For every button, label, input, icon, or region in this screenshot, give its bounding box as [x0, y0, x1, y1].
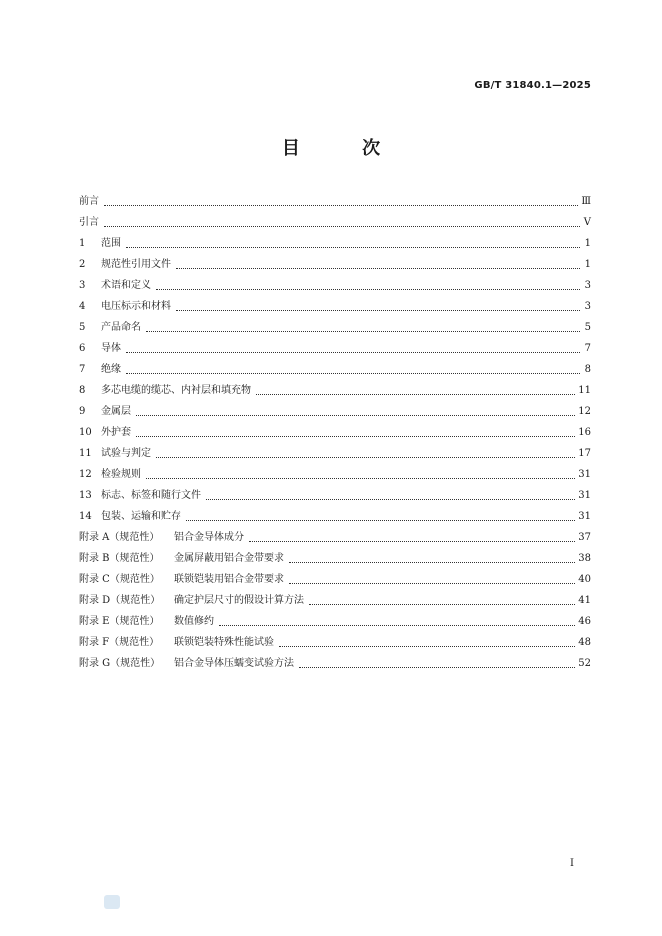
toc-entry-number: 7: [79, 364, 86, 375]
toc-entry-number: 12: [79, 469, 92, 480]
toc-entry-page: 1: [584, 259, 591, 270]
toc-entry-page: 8: [584, 364, 591, 375]
dot-leader: [104, 226, 580, 227]
toc-entry[interactable]: [79, 608, 591, 629]
dot-leader: [126, 373, 580, 374]
toc-entry[interactable]: [79, 629, 591, 650]
toc-entry-title: 术语和定义: [101, 280, 151, 291]
toc-entry-number: 附录 B（规范性）: [79, 553, 160, 564]
toc-entry-page: 31: [578, 469, 591, 480]
toc-entry-title: 范围: [101, 238, 121, 249]
toc-entry[interactable]: [79, 272, 591, 293]
toc-entry-title: 前言: [79, 196, 99, 207]
toc-entry-number: 11: [79, 448, 92, 459]
dot-leader: [136, 436, 575, 437]
toc-entry-page: 16: [578, 427, 591, 438]
toc-entry[interactable]: [79, 482, 591, 503]
toc-entry[interactable]: [79, 461, 591, 482]
dot-leader: [156, 289, 580, 290]
toc-entry-title: 金属屏蔽用铝合金带要求: [174, 553, 284, 564]
dot-leader: [126, 247, 580, 248]
toc-entry-page: 12: [578, 406, 591, 417]
dot-leader: [156, 457, 575, 458]
toc-entry-title: 检验规则: [101, 469, 141, 480]
toc-entry-title: 规范性引用文件: [101, 259, 171, 270]
toc-entry-page: 11: [578, 385, 591, 396]
toc-entry[interactable]: [79, 650, 591, 671]
toc-entry-page: Ⅲ: [581, 196, 591, 207]
toc-entry-title: 数值修约: [174, 616, 214, 627]
toc-entry[interactable]: [79, 503, 591, 524]
toc-entry-title: 绝缘: [101, 364, 121, 375]
toc-entry-number: 2: [79, 259, 86, 270]
toc-entry-number: 附录 A（规范性）: [79, 532, 160, 543]
toc-entry-page: Ⅴ: [583, 217, 591, 228]
toc-entry-number: 13: [79, 490, 92, 501]
page-number: I: [570, 858, 574, 869]
toc-entry-number: 附录 G（规范性）: [79, 658, 161, 669]
toc-entry[interactable]: [79, 524, 591, 545]
dot-leader: [289, 583, 575, 584]
toc-entry[interactable]: [79, 335, 591, 356]
toc-entry-number: 1: [79, 238, 86, 249]
toc-entry-page: 48: [578, 637, 591, 648]
toc-entry-title: 确定护层尺寸的假设计算方法: [174, 595, 304, 606]
dot-leader: [126, 352, 580, 353]
toc-entry-number: 8: [79, 385, 86, 396]
toc-entry[interactable]: [79, 419, 591, 440]
watermark-logo: [104, 895, 120, 909]
toc-entry-title: 联锁铠装特殊性能试验: [174, 637, 274, 648]
toc-entry[interactable]: [79, 188, 591, 209]
toc-entry[interactable]: [79, 587, 591, 608]
toc-entry[interactable]: [79, 251, 591, 272]
toc-entry-page: 46: [578, 616, 591, 627]
toc-entry[interactable]: [79, 230, 591, 251]
table-of-contents: [79, 188, 591, 671]
toc-entry-title: 导体: [101, 343, 121, 354]
toc-entry-title: 铝合金导体成分: [174, 532, 244, 543]
toc-entry-title: 多芯电缆的缆芯、内衬层和填充物: [101, 385, 251, 396]
toc-entry[interactable]: [79, 398, 591, 419]
toc-entry-page: 31: [578, 490, 591, 501]
dot-leader: [256, 394, 575, 395]
dot-leader: [186, 520, 575, 521]
dot-leader: [146, 478, 575, 479]
toc-entry-page: 1: [584, 238, 591, 249]
toc-entry-number: 5: [79, 322, 86, 333]
dot-leader: [104, 205, 578, 206]
toc-entry[interactable]: [79, 293, 591, 314]
toc-entry-page: 40: [578, 574, 591, 585]
dot-leader: [206, 499, 575, 500]
toc-entry[interactable]: [79, 314, 591, 335]
toc-entry-title: 金属层: [101, 406, 131, 417]
toc-entry-title: 引言: [79, 217, 99, 228]
toc-entry-title: 试验与判定: [101, 448, 151, 459]
toc-entry-title: 包装、运输和贮存: [101, 511, 181, 522]
dot-leader: [176, 268, 580, 269]
dot-leader: [309, 604, 575, 605]
toc-entry-number: 14: [79, 511, 92, 522]
toc-entry[interactable]: [79, 440, 591, 461]
toc-entry-page: 17: [578, 448, 591, 459]
toc-entry-page: 37: [578, 532, 591, 543]
toc-entry-number: 附录 C（规范性）: [79, 574, 160, 585]
toc-entry-title: 联锁铠装用铝合金带要求: [174, 574, 284, 585]
dot-leader: [219, 625, 575, 626]
toc-entry-page: 52: [578, 658, 591, 669]
toc-entry-number: 3: [79, 280, 86, 291]
toc-entry[interactable]: [79, 545, 591, 566]
toc-entry-page: 7: [584, 343, 591, 354]
toc-entry-page: 38: [578, 553, 591, 564]
toc-entry[interactable]: [79, 566, 591, 587]
dot-leader: [146, 331, 580, 332]
dot-leader: [299, 667, 575, 668]
dot-leader: [289, 562, 575, 563]
dot-leader: [279, 646, 575, 647]
toc-entry-page: 5: [584, 322, 591, 333]
toc-entry-number: 9: [79, 406, 86, 417]
toc-entry-number: 附录 E（规范性）: [79, 616, 160, 627]
toc-entry-number: 附录 D（规范性）: [79, 595, 161, 606]
toc-entry-title: 铝合金导体压蠕变试验方法: [174, 658, 294, 669]
document-code: GB/T 31840.1—2025: [474, 80, 591, 91]
toc-entry-number: 6: [79, 343, 86, 354]
toc-title: 目 次: [281, 138, 409, 159]
toc-entry-page: 3: [584, 280, 591, 291]
toc-entry-number: 10: [79, 427, 92, 438]
toc-entry[interactable]: [79, 377, 591, 398]
toc-entry-number: 附录 F（规范性）: [79, 637, 160, 648]
dot-leader: [176, 310, 580, 311]
dot-leader: [136, 415, 575, 416]
toc-entry-title: 产品命名: [101, 322, 141, 333]
toc-entry-title: 电压标示和材料: [101, 301, 171, 312]
toc-entry-page: 31: [578, 511, 591, 522]
toc-entry-title: 外护套: [101, 427, 131, 438]
dot-leader: [249, 541, 575, 542]
toc-entry-number: 4: [79, 301, 86, 312]
toc-entry-page: 41: [578, 595, 591, 606]
toc-entry-page: 3: [584, 301, 591, 312]
toc-entry[interactable]: [79, 209, 591, 230]
toc-entry-title: 标志、标签和随行文件: [101, 490, 201, 501]
toc-entry[interactable]: [79, 356, 591, 377]
